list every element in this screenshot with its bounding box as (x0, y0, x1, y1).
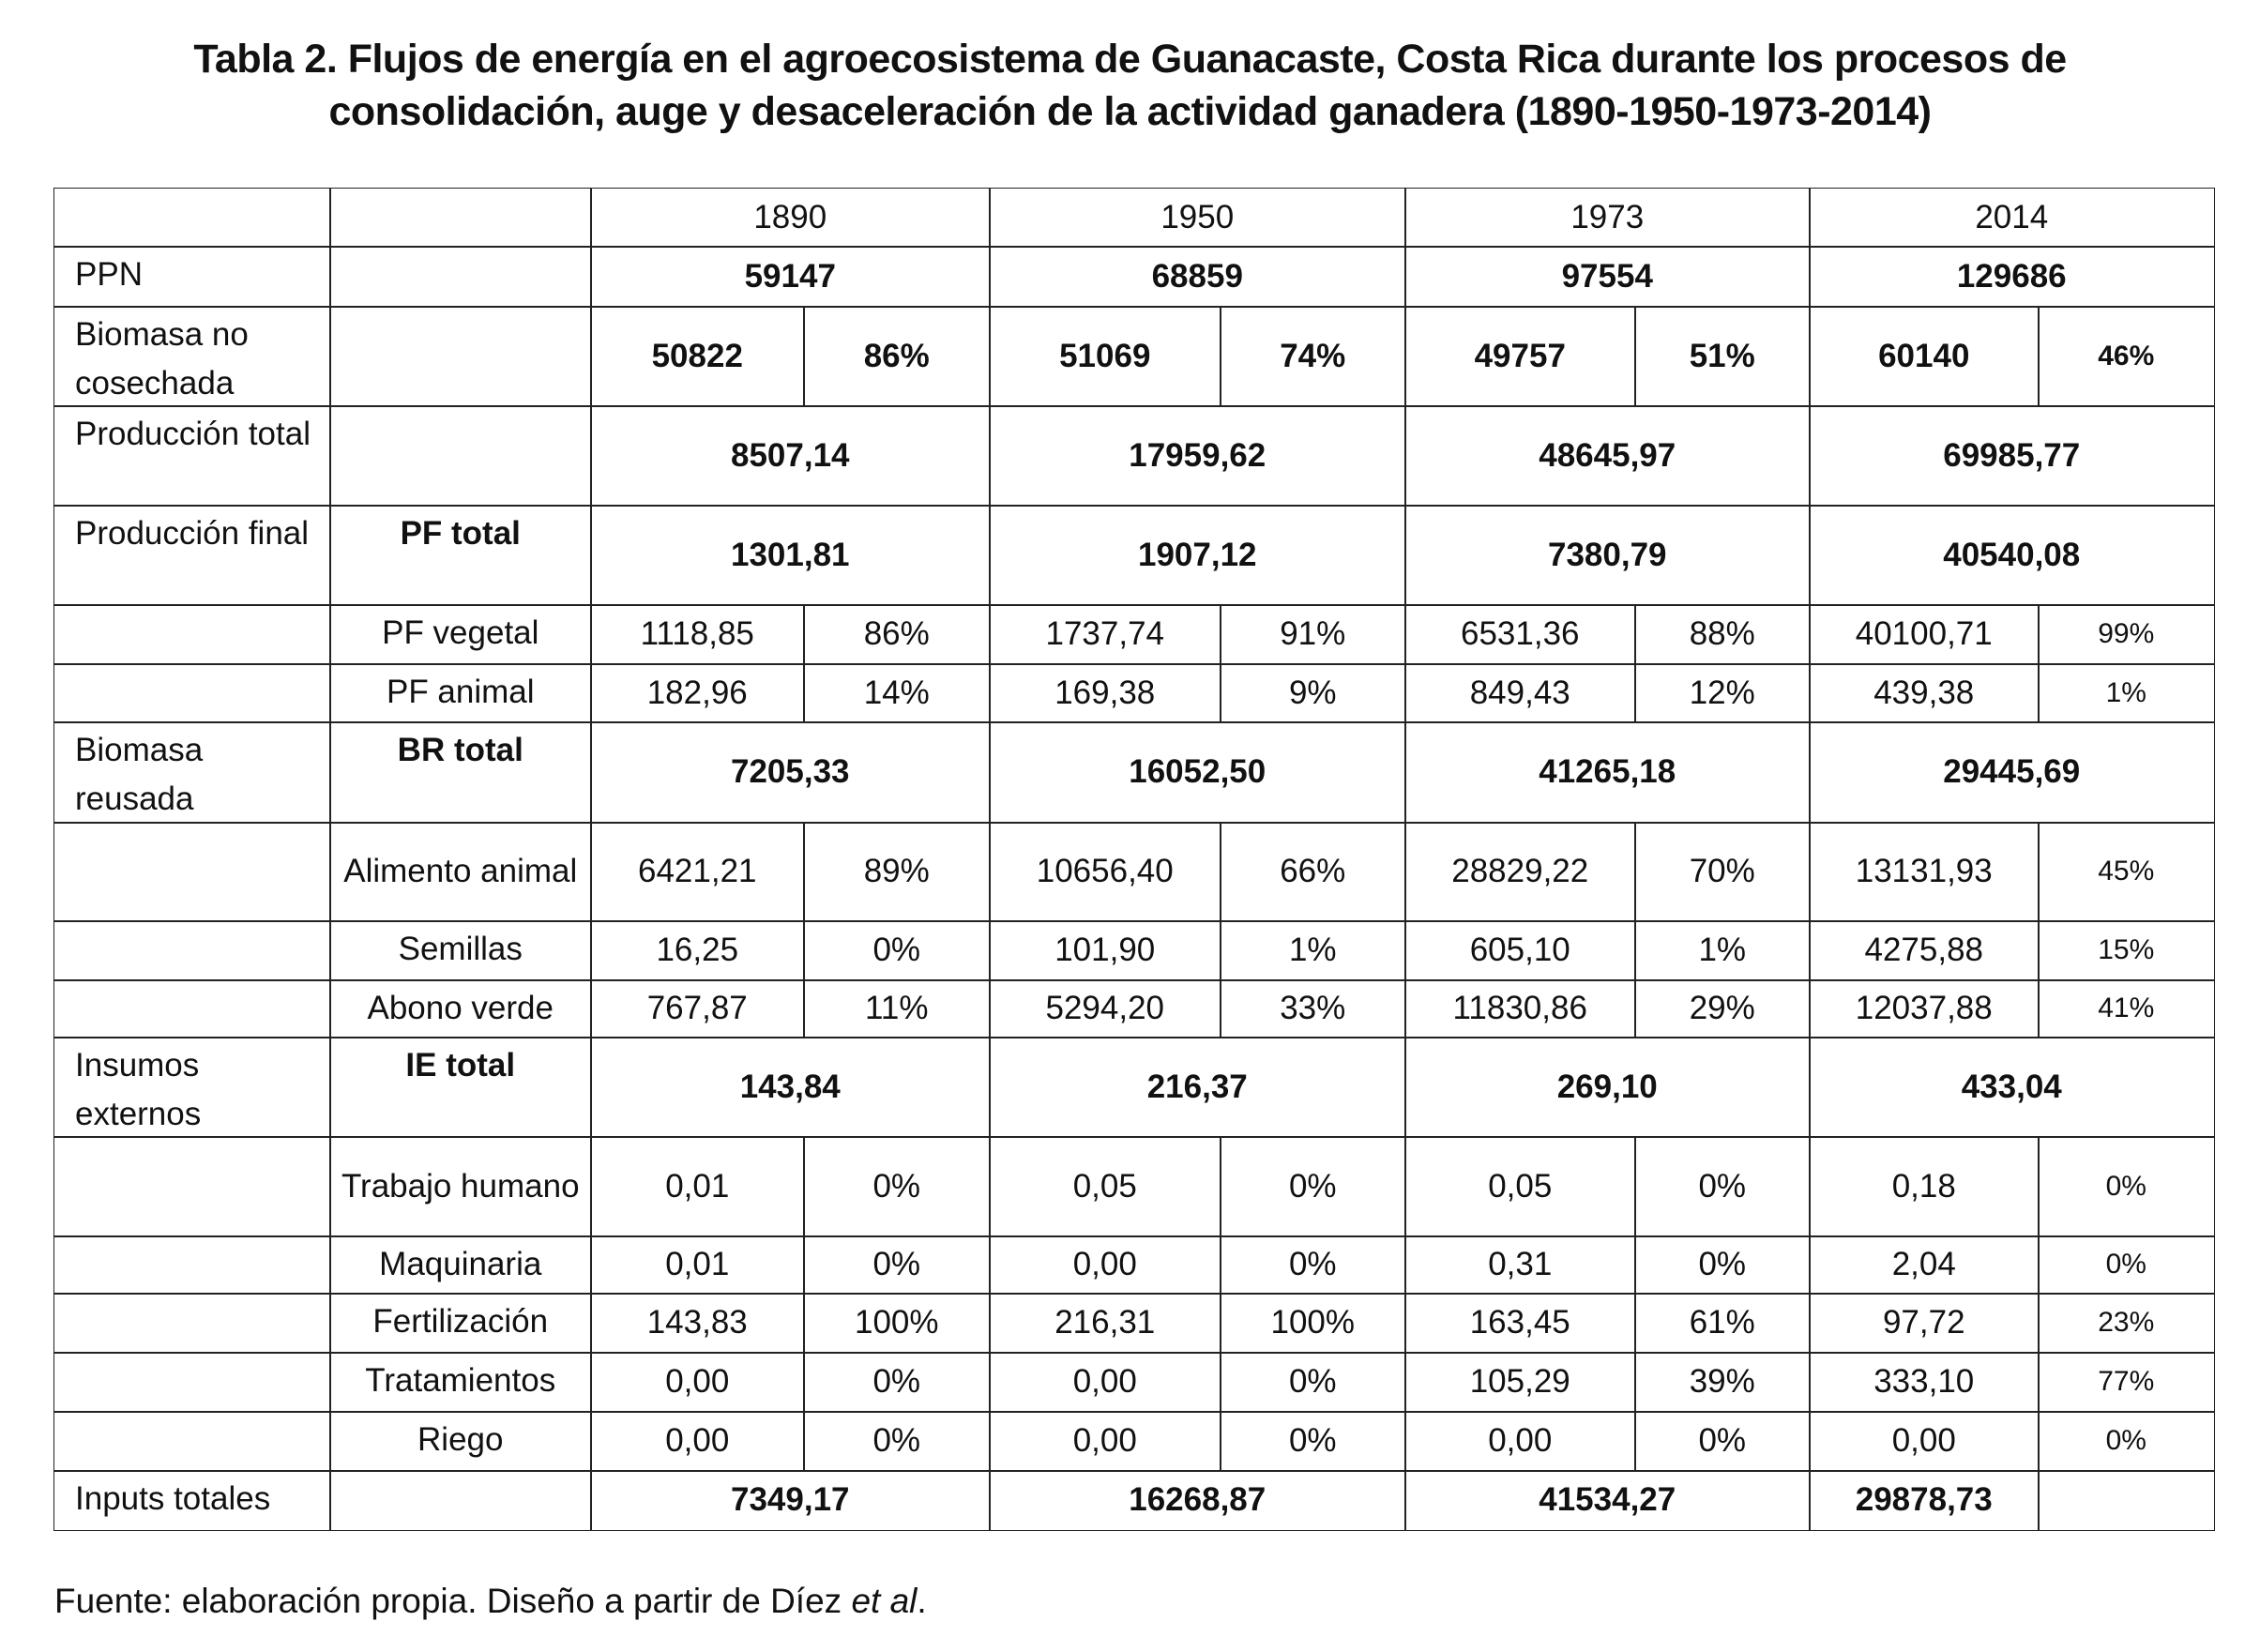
row-label (53, 721, 331, 824)
percent-value (1220, 1352, 1406, 1413)
energy-value (1404, 1136, 1636, 1237)
energy-value-text: 0,05 (1072, 1167, 1137, 1205)
percent-value (803, 1352, 991, 1413)
total-value-text: 59147 (744, 257, 836, 295)
source-end: . (917, 1582, 927, 1620)
year-header-text: 1973 (1570, 198, 1645, 235)
row-sublabel-text: Semillas (398, 931, 523, 967)
energy-value-text: 439,38 (1873, 674, 1975, 711)
energy-value (1404, 1352, 1636, 1413)
percent-value-text: 0% (1698, 1167, 1747, 1205)
row-label (53, 979, 331, 1038)
row-sublabel-text: PF vegetal (382, 614, 539, 651)
energy-value-text: 13131,93 (1855, 853, 1993, 890)
row-sublabel-text: BR total (397, 732, 523, 768)
inputs-total-value (989, 1470, 1406, 1531)
energy-value (989, 920, 1221, 981)
percent-value-text: 88% (1689, 615, 1755, 653)
total-value (1809, 505, 2215, 606)
year-header-text: 1890 (753, 198, 827, 235)
energy-value-text: 0,00 (1072, 1422, 1137, 1460)
energy-value-text: 849,43 (1469, 674, 1570, 711)
percent-value-text: 100% (1270, 1304, 1356, 1341)
percent-value-text: 14% (863, 674, 930, 711)
percent-value (803, 1293, 991, 1354)
total-value-text: 8507,14 (730, 436, 850, 474)
percent-value-text: 100% (854, 1304, 939, 1341)
energy-value (1404, 1411, 1636, 1472)
total-value-text: 68859 (1151, 257, 1243, 295)
percent-value (803, 1235, 991, 1295)
total-value (590, 405, 991, 507)
total-value (1809, 721, 2215, 824)
row-sublabel-text: Tratamientos (365, 1362, 556, 1399)
row-label-text: Insumos externos (75, 1047, 202, 1132)
percent-value-text: 0% (872, 1422, 921, 1460)
row-label (53, 1411, 331, 1472)
energy-value-text: 0,00 (1891, 1422, 1956, 1460)
row-sublabel-text: PF total (400, 515, 521, 552)
percent-value-text: 86% (863, 615, 930, 653)
percent-value (803, 822, 991, 922)
energy-value-text: 11830,86 (1452, 990, 1587, 1027)
header-blank-sub (329, 188, 592, 248)
energy-value (1809, 1293, 2040, 1354)
total-value (989, 1037, 1406, 1138)
percent-value (1220, 1411, 1406, 1472)
percent-value (1634, 1411, 1811, 1472)
energy-value (1809, 604, 2040, 665)
energy-value (989, 1136, 1221, 1237)
row-label-text: Biomasa no cosechada (75, 316, 249, 402)
row-sublabel (329, 721, 592, 824)
total-value-text: 7380,79 (1547, 536, 1667, 573)
energy-value-text: 5294,20 (1045, 990, 1165, 1027)
energy-value-text: 2,04 (1891, 1246, 1956, 1283)
total-value (1404, 246, 1811, 308)
percent-value (1220, 604, 1406, 665)
energy-value-text: 1118,85 (640, 615, 754, 653)
percent-value-text: 0% (872, 932, 921, 969)
row-sublabel (329, 1293, 592, 1354)
total-value-text: 16052,50 (1129, 753, 1267, 791)
percent-value-text: 15% (2098, 934, 2155, 966)
percent-value-text: 61% (1689, 1304, 1755, 1341)
percent-value (1220, 1136, 1406, 1237)
energy-value (590, 1411, 805, 1472)
row-label (53, 920, 331, 981)
percent-value-text: 91% (1280, 615, 1346, 653)
energy-value-text: 0,00 (665, 1422, 730, 1460)
energy-value (1809, 1411, 2040, 1472)
energy-value-text: 12037,88 (1855, 990, 1993, 1027)
percent-value-text: 86% (863, 337, 930, 374)
energy-value (989, 604, 1221, 665)
energy-value (1404, 979, 1636, 1038)
row-sublabel-text: IE total (405, 1047, 516, 1084)
row-label-text: Biomasa reusada (75, 732, 204, 817)
row-label (53, 405, 331, 507)
row-sublabel-text: Riego (417, 1421, 504, 1458)
inputs-total-value-text: 41534,27 (1539, 1481, 1676, 1519)
percent-value-text: 99% (2098, 618, 2155, 650)
row-sublabel-text: Maquinaria (379, 1246, 542, 1282)
percent-value (2038, 979, 2215, 1038)
row-label (53, 822, 331, 922)
source-text: Fuente: elaboración propia. Diseño a partir de Díez (54, 1582, 852, 1620)
row-sublabel (329, 1470, 592, 1531)
percent-value-text: 89% (863, 853, 930, 890)
percent-value-text: 70% (1689, 853, 1755, 890)
percent-value (2038, 1352, 2215, 1413)
percent-value-text: 29% (1689, 990, 1755, 1027)
row-sublabel (329, 822, 592, 922)
energy-value (1404, 604, 1636, 665)
percent-value (1634, 822, 1811, 922)
percent-value-text: 0% (1288, 1167, 1337, 1205)
energy-value (989, 306, 1221, 407)
energy-value (989, 979, 1221, 1038)
energy-value-text: 1737,74 (1045, 615, 1165, 653)
energy-value (1404, 1293, 1636, 1354)
percent-value (2038, 1293, 2215, 1354)
total-value (989, 505, 1406, 606)
total-value-text: 216,37 (1146, 1068, 1248, 1105)
inputs-total-value-text: 7349,17 (730, 1481, 850, 1519)
percent-value-text: 1% (1698, 932, 1747, 969)
energy-value-text: 0,00 (1072, 1363, 1137, 1401)
energy-value (1809, 979, 2040, 1038)
total-value (590, 1037, 991, 1138)
energy-value-text: 767,87 (646, 990, 748, 1027)
total-value-text: 1301,81 (730, 536, 850, 573)
percent-value (1220, 1235, 1406, 1295)
percent-value-text: 74% (1280, 337, 1346, 374)
energy-value-text: 101,90 (1054, 932, 1156, 969)
energy-value (590, 1352, 805, 1413)
energy-value-text: 163,45 (1469, 1304, 1570, 1341)
row-sublabel-text: Abono verde (367, 990, 554, 1026)
row-label (53, 505, 331, 606)
percent-value-text: 0% (1288, 1422, 1337, 1460)
table-title-line-1: Tabla 2. Flujos de energía en el agroecosistema de Guanacaste, Costa Rica durante los procesos de (193, 37, 2067, 82)
inputs-total-value (1809, 1470, 2040, 1531)
percent-value-text: 77% (2098, 1366, 2155, 1398)
percent-value-text: 0% (2105, 1249, 2146, 1281)
row-sublabel (329, 604, 592, 665)
percent-value-text: 1% (1288, 932, 1337, 969)
energy-value (989, 1293, 1221, 1354)
row-label-text: Inputs totales (75, 1480, 271, 1517)
energy-value-text: 0,01 (665, 1246, 730, 1283)
total-value-text: 17959,62 (1129, 436, 1267, 474)
table-title-line-2: consolidación, auge y desaceleración de la actividad ganadera (1890-1950-1973-2014) (328, 89, 1932, 134)
energy-value-text: 0,31 (1488, 1246, 1553, 1283)
row-label (53, 246, 331, 308)
percent-value-text: 46% (2098, 340, 2155, 371)
total-value-text: 129686 (1956, 257, 2067, 295)
percent-value-text: 0% (1698, 1246, 1747, 1283)
row-sublabel-text: Trabajo humano (341, 1167, 580, 1205)
percent-value (2038, 920, 2215, 981)
row-label-text: Producción final (75, 515, 310, 552)
energy-value (590, 920, 805, 981)
total-value-text: 40540,08 (1943, 536, 2081, 573)
total-value-text: 143,84 (739, 1068, 841, 1105)
energy-value (989, 1411, 1221, 1472)
row-label (53, 1470, 331, 1531)
percent-value-text: 11% (865, 990, 929, 1027)
year-header-text: 1950 (1160, 198, 1235, 235)
percent-value (1634, 1293, 1811, 1354)
percent-value-text: 0% (872, 1363, 921, 1401)
energy-value-text: 0,05 (1488, 1167, 1553, 1205)
energy-value-text: 333,10 (1873, 1363, 1975, 1401)
row-label (53, 1293, 331, 1354)
percent-value-text: 12% (1689, 674, 1755, 711)
energy-value (1404, 306, 1636, 407)
percent-value (803, 306, 991, 407)
energy-value-text: 0,18 (1891, 1167, 1956, 1205)
year-header (590, 188, 991, 248)
total-value (1809, 246, 2215, 308)
percent-value (2038, 306, 2215, 407)
percent-value-text: 0% (1288, 1246, 1337, 1283)
percent-value (2038, 1235, 2215, 1295)
row-sublabel (329, 246, 592, 308)
percent-value (2038, 604, 2215, 665)
total-value (989, 405, 1406, 507)
energy-value-text: 0,01 (665, 1167, 730, 1205)
energy-value-text: 50822 (651, 337, 743, 374)
energy-value (590, 1235, 805, 1295)
inputs-total-value-text: 29878,73 (1855, 1481, 1993, 1519)
energy-value (989, 663, 1221, 723)
percent-value (1634, 306, 1811, 407)
energy-value (1404, 663, 1636, 723)
percent-value (1220, 663, 1406, 723)
total-value-text: 48645,97 (1539, 436, 1676, 474)
energy-value (590, 663, 805, 723)
energy-value (1404, 822, 1636, 922)
percent-value (803, 979, 991, 1038)
percent-value-text: 0% (1698, 1422, 1747, 1460)
energy-value-text: 216,31 (1054, 1304, 1156, 1341)
percent-value-text: 0% (1288, 1363, 1337, 1401)
energy-value-text: 0,00 (1488, 1422, 1553, 1460)
total-value (1404, 721, 1811, 824)
percent-value (803, 663, 991, 723)
percent-value-text: 0% (872, 1167, 921, 1205)
row-sublabel (329, 979, 592, 1038)
percent-value (1634, 663, 1811, 723)
percent-value-text: 0% (2105, 1425, 2146, 1457)
total-value-text: 1907,12 (1137, 536, 1257, 573)
energy-value-text: 40100,71 (1855, 615, 1993, 653)
energy-value (590, 822, 805, 922)
energy-value (590, 979, 805, 1038)
row-label (53, 1235, 331, 1295)
energy-value (590, 306, 805, 407)
energy-value-text: 6531,36 (1460, 615, 1580, 653)
energy-value (590, 1293, 805, 1354)
percent-value (1634, 1136, 1811, 1237)
year-header (1404, 188, 1811, 248)
total-value (1404, 505, 1811, 606)
row-sublabel (329, 306, 592, 407)
percent-value (2038, 663, 2215, 723)
energy-value-text: 51069 (1059, 337, 1151, 374)
energy-value (590, 1136, 805, 1237)
total-value-text: 29445,69 (1943, 753, 2081, 791)
percent-value-text: 23% (2098, 1307, 2155, 1339)
inputs-total-value-text: 16268,87 (1129, 1481, 1267, 1519)
row-sublabel (329, 405, 592, 507)
percent-value (1634, 1352, 1811, 1413)
source-note (54, 1582, 927, 1621)
row-sublabel-text: Fertilización (372, 1303, 549, 1340)
energy-value (989, 822, 1221, 922)
row-label (53, 1136, 331, 1237)
percent-value (1220, 822, 1406, 922)
percent-value (803, 1136, 991, 1237)
energy-value-text: 182,96 (646, 674, 748, 711)
percent-value (1634, 1235, 1811, 1295)
total-value (1809, 1037, 2215, 1138)
row-sublabel (329, 1136, 592, 1237)
percent-value-text: 33% (1280, 990, 1346, 1027)
energy-value-text: 143,83 (646, 1304, 748, 1341)
percent-value (803, 604, 991, 665)
energy-value (1404, 920, 1636, 981)
percent-value-text: 1% (2105, 676, 2146, 708)
total-value-text: 7205,33 (730, 753, 850, 791)
percent-value (2038, 1136, 2215, 1237)
energy-value-text: 60140 (1878, 337, 1970, 374)
total-value (590, 505, 991, 606)
percent-value (1220, 979, 1406, 1038)
percent-value (2038, 1411, 2215, 1472)
empty-pct-cell (2038, 1470, 2215, 1531)
energy-value (1809, 920, 2040, 981)
energy-value (1809, 1136, 2040, 1237)
row-label (53, 1352, 331, 1413)
energy-value (989, 1352, 1221, 1413)
row-sublabel (329, 1352, 592, 1413)
year-header (989, 188, 1406, 248)
energy-value-text: 169,38 (1054, 674, 1156, 711)
percent-value (1220, 920, 1406, 981)
total-value (590, 721, 991, 824)
energy-value-text: 16,25 (656, 932, 739, 969)
year-header (1809, 188, 2215, 248)
energy-value (1809, 306, 2040, 407)
total-value (590, 246, 991, 308)
percent-value (1220, 306, 1406, 407)
energy-value-text: 28829,22 (1451, 853, 1589, 890)
total-value-text: 269,10 (1556, 1068, 1658, 1105)
row-sublabel (329, 1037, 592, 1138)
row-label (53, 306, 331, 407)
row-sublabel-text: PF animal (386, 674, 535, 710)
energy-value-text: 6421,21 (637, 853, 757, 890)
percent-value-text: 45% (2098, 856, 2155, 887)
total-value (1404, 405, 1811, 507)
row-label (53, 1037, 331, 1138)
row-sublabel-text: Alimento animal (343, 853, 578, 890)
row-sublabel (329, 663, 592, 723)
energy-value-text: 0,00 (665, 1363, 730, 1401)
row-label-text: Producción total (75, 416, 311, 452)
energy-value (989, 1235, 1221, 1295)
row-sublabel (329, 1235, 592, 1295)
energy-value (1809, 663, 2040, 723)
total-value (989, 246, 1406, 308)
energy-value (1809, 1235, 2040, 1295)
percent-value (1634, 920, 1811, 981)
percent-value (803, 920, 991, 981)
row-label-text: PPN (75, 256, 143, 293)
total-value (989, 721, 1406, 824)
total-value-text: 433,04 (1961, 1068, 2062, 1105)
percent-value-text: 51% (1689, 337, 1755, 374)
percent-value-text: 39% (1689, 1363, 1755, 1401)
total-value-text: 41265,18 (1539, 753, 1676, 791)
percent-value (1634, 604, 1811, 665)
energy-value (1809, 822, 2040, 922)
energy-value-text: 605,10 (1469, 932, 1570, 969)
row-sublabel (329, 1411, 592, 1472)
energy-value-text: 97,72 (1882, 1304, 1965, 1341)
row-sublabel (329, 920, 592, 981)
header-blank-label (53, 188, 331, 248)
energy-value-text: 105,29 (1469, 1363, 1570, 1401)
percent-value (803, 1411, 991, 1472)
percent-value (1220, 1293, 1406, 1354)
source-italic: et al (851, 1582, 918, 1620)
percent-value (2038, 822, 2215, 922)
percent-value-text: 9% (1288, 674, 1337, 711)
energy-value (1809, 1352, 2040, 1413)
row-label (53, 663, 331, 723)
energy-value-text: 49757 (1474, 337, 1566, 374)
energy-value-text: 10656,40 (1036, 853, 1174, 890)
energy-flows-table (54, 189, 2214, 1530)
energy-value (1404, 1235, 1636, 1295)
year-header-text: 2014 (1975, 198, 2049, 235)
inputs-total-value (1404, 1470, 1811, 1531)
percent-value-text: 66% (1280, 853, 1346, 890)
total-value-text: 69985,77 (1943, 436, 2081, 474)
percent-value (1634, 979, 1811, 1038)
total-value-text: 97554 (1561, 257, 1653, 295)
energy-value-text: 4275,88 (1864, 932, 1984, 969)
percent-value-text: 0% (2105, 1170, 2146, 1202)
percent-value-text: 0% (872, 1246, 921, 1283)
row-sublabel (329, 505, 592, 606)
total-value (1809, 405, 2215, 507)
percent-value-text: 41% (2098, 993, 2155, 1024)
inputs-total-value (590, 1470, 991, 1531)
row-label (53, 604, 331, 665)
total-value (1404, 1037, 1811, 1138)
energy-value (590, 604, 805, 665)
energy-value-text: 0,00 (1072, 1246, 1137, 1283)
